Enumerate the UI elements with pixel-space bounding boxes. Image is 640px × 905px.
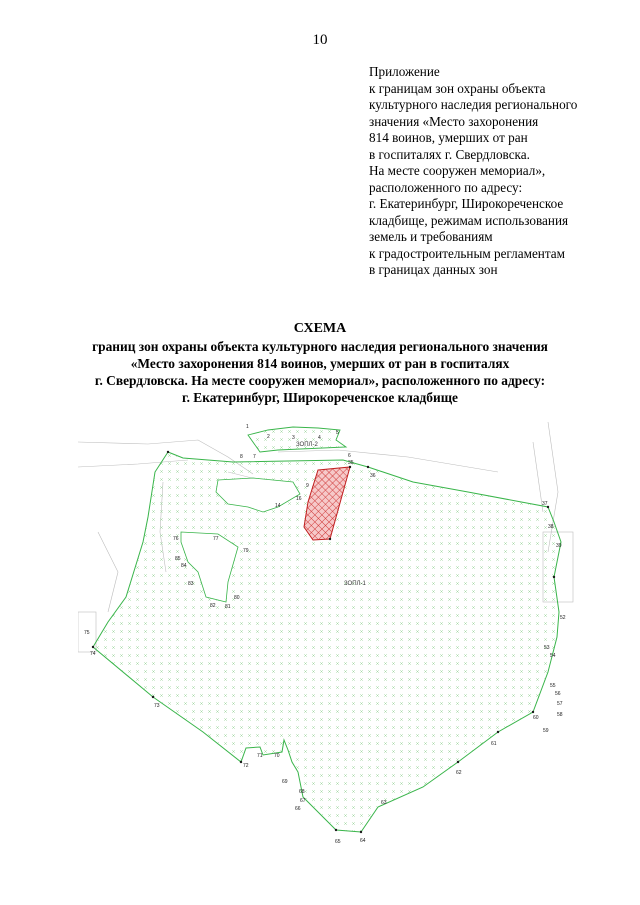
point-label: 54 xyxy=(550,653,556,659)
point-label: 83 xyxy=(188,581,194,587)
point-label: 52 xyxy=(560,615,566,621)
point-label: 64 xyxy=(360,838,366,844)
point-label: 70 xyxy=(274,753,280,759)
point-label: 85 xyxy=(175,556,181,562)
point-label: 55 xyxy=(550,683,556,689)
point-label: 38 xyxy=(548,524,554,530)
point-label: 7 xyxy=(253,454,256,460)
point-label: 2 xyxy=(267,434,270,440)
appendix-line: к градостроительным регламентам xyxy=(369,245,565,261)
zopl1-label: ЗОПЛ-1 xyxy=(344,581,366,587)
point-label: 58 xyxy=(557,712,563,718)
point-label: 61 xyxy=(491,741,497,747)
point-label: 4 xyxy=(318,435,321,441)
appendix-line: Приложение xyxy=(369,64,440,79)
point-label: 39 xyxy=(556,543,562,549)
zone-map xyxy=(78,412,578,850)
point-label: 36 xyxy=(370,473,376,479)
point-label: 81 xyxy=(225,604,231,610)
appendix-line: кладбище, режимам использования xyxy=(369,212,569,228)
point-label: 57 xyxy=(557,701,563,707)
point-label: 73 xyxy=(154,703,160,709)
appendix-line: расположенного по адресу: xyxy=(369,179,523,195)
point-label: 8 xyxy=(240,454,243,460)
schema-caption xyxy=(30,338,610,406)
point-label: 16 xyxy=(296,496,302,502)
appendix-line: в госпиталях г. Свердловска. xyxy=(369,146,530,162)
schema-caption-line: г. Екатеринбург, Широкореченское кладбище xyxy=(182,390,458,405)
point-label: 65 xyxy=(335,839,341,845)
zopl2-label: ЗОПЛ-2 xyxy=(296,442,318,448)
schema-caption-line: границ зон охраны объекта культурного наследия регионального значения xyxy=(92,339,548,354)
point-label: 56 xyxy=(555,691,561,697)
appendix-line: На месте сооружен мемориал», xyxy=(369,163,546,178)
point-label: 35 xyxy=(348,460,354,466)
point-label: 62 xyxy=(456,770,462,776)
page-number: 10 xyxy=(312,32,328,48)
point-label: 63 xyxy=(381,800,387,806)
point-label: 37 xyxy=(542,501,548,507)
appendix-line: г. Екатеринбург, Широкореченское xyxy=(369,196,564,211)
point-label: 60 xyxy=(533,715,539,721)
schema-title: СХЕМА xyxy=(293,321,347,336)
point-label: 6 xyxy=(348,453,351,459)
point-label: 9 xyxy=(306,483,309,489)
point-label: 75 xyxy=(84,630,90,636)
appendix-line: значения «Место захоронения xyxy=(369,113,539,129)
point-label: 53 xyxy=(544,645,550,651)
appendix-line: к границам зон охраны объекта xyxy=(369,80,546,96)
point-label: 69 xyxy=(282,779,288,785)
appendix-note xyxy=(369,64,631,279)
point-label: 66 xyxy=(295,806,301,812)
point-label: 67 xyxy=(300,798,306,804)
point-label: 14 xyxy=(275,503,281,509)
point-label: 76 xyxy=(173,536,179,542)
appendix-line: земель и требованиям xyxy=(369,229,493,244)
point-label: 71 xyxy=(257,753,263,759)
point-label: 77 xyxy=(213,536,219,542)
appendix-line: 814 воинов, умерших от ран xyxy=(369,130,528,145)
appendix-line: в границах данных зон xyxy=(369,262,498,277)
point-label: 72 xyxy=(243,763,249,769)
zopl2-boundary xyxy=(248,427,346,452)
point-label: 74 xyxy=(90,651,96,657)
point-label: 80 xyxy=(234,595,240,601)
point-label: 84 xyxy=(181,563,187,569)
point-label: 82 xyxy=(210,603,216,609)
point-label: 79 xyxy=(243,548,249,554)
schema-caption-line: «Место захоронения 814 воинов, умерших от ран в госпиталях xyxy=(130,356,510,371)
point-label: 59 xyxy=(543,728,549,734)
schema-caption-line: г. Свердловска. На месте сооружен мемориал», расположенного по адресу: xyxy=(94,373,546,388)
point-label: 68 xyxy=(299,789,305,795)
point-label: 1 xyxy=(246,424,249,430)
appendix-line: культурного наследия регионального xyxy=(369,97,578,112)
point-label: 3 xyxy=(292,435,295,441)
point-label: 5 xyxy=(336,430,339,436)
